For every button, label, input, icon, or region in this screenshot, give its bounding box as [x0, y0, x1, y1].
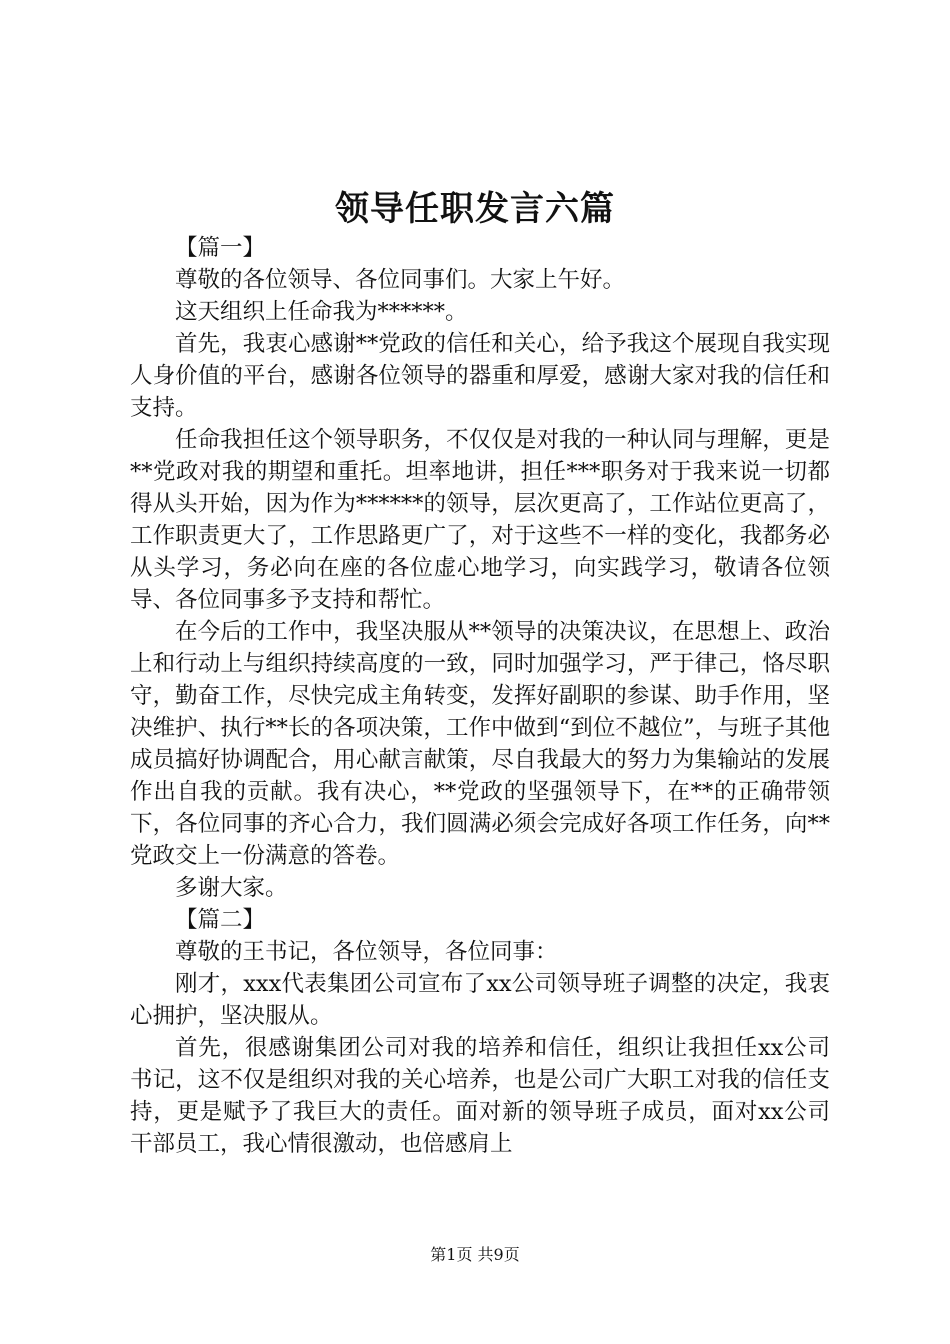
- document-title: 领导任职发言六篇: [335, 189, 615, 229]
- paragraph: 在今后的工作中，我坚决服从**领导的决策决议，在思想上、政治上和行动上与组织持续高度的一致，同时加强学习，严于律己，恪尽职守，勤奋工作，尽快完成主角转变，发挥好副职的参谋、助手作用，坚决维护、执行**长的各项决策，工作中做到“到位不越位”，与班子其他成员搞好协调配合，用心献言献策，尽自我最大的努力为集输站的发展作出自我的贡献。我有决心，**党政的坚强领导下，在**的正确带领下，各位同事的齐心合力，我们圆满必须会完成好各项工作任务，向**党政交上一份满意的答卷。: [130, 619, 830, 869]
- paragraph: 首先，很感谢集团公司对我的培养和信任，组织让我担任xx公司书记，这不仅是组织对我的关心培养，也是公司广大职工对我的信任支持，更是赋予了我巨大的责任。面对新的领导班子成员，面对xx公司干部员工，我心情很激动，也倍感肩上: [130, 1035, 830, 1157]
- paragraph: 刚才，xxx代表集团公司宣布了xx公司领导班子调整的决定，我衷心拥护，坚决服从。: [130, 971, 830, 1029]
- paragraph: 尊敬的王书记，各位领导，各位同事：: [175, 939, 558, 965]
- section-heading: 【篇二】: [175, 907, 266, 933]
- page-footer: 第1页 共9页: [430, 1245, 520, 1264]
- paragraph: 任命我担任这个领导职务，不仅仅是对我的一种认同与理解，更是**党政对我的期望和重托。坦率地讲，担任***职务对于我来说一切都得从头开始，因为作为******的领导，层次更高了，工作站位更高了，工作职责更大了，工作思路更广了，对于这些不一样的变化，我都务必从头学习，务必向在座的各位虚心地学习，向实践学习，敬请各位领导、各位同事多予支持和帮忙。: [130, 427, 830, 613]
- paragraph: 这天组织上任命我为******。: [175, 299, 468, 325]
- section-heading: 【篇一】: [175, 235, 266, 261]
- paragraph: 首先，我衷心感谢**党政的信任和关心，给予我这个展现自我实现人身价值的平台，感谢各位领导的器重和厚爱，感谢大家对我的信任和支持。: [130, 331, 830, 421]
- paragraph: 多谢大家。: [175, 875, 288, 901]
- document-body: [130, 232, 830, 1160]
- paragraph: 尊敬的各位领导、各位同事们。大家上午好。: [175, 267, 626, 293]
